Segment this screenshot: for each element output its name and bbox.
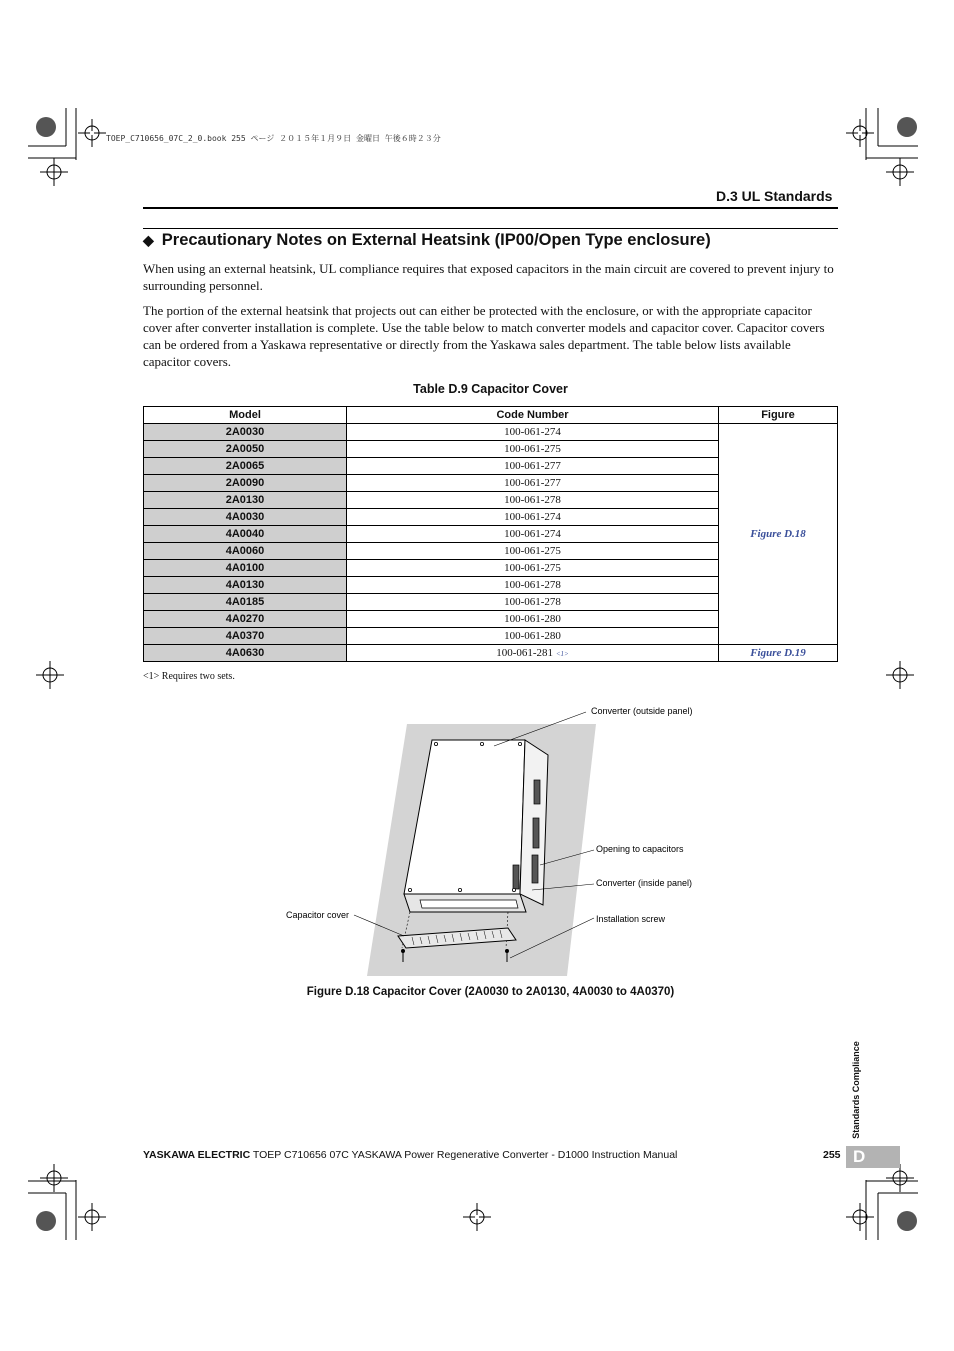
figure-link-d18[interactable]: Figure D.18 [719, 424, 838, 645]
code-cell: 100-061-280 [347, 611, 719, 628]
code-cell: 100-061-278 [347, 492, 719, 509]
model-cell: 4A0630 [144, 645, 347, 662]
page-footer [143, 1149, 677, 1161]
figure-link-d19[interactable]: Figure D.19 [719, 645, 838, 662]
heading-title: Precautionary Notes on External Heatsink (IP00/Open Type enclosure) [161, 231, 711, 249]
model-cell: 4A0060 [144, 543, 347, 560]
table-header-row [144, 407, 838, 424]
model-cell: 4A0100 [144, 560, 347, 577]
code-cell: 100-061-277 [347, 475, 719, 492]
code-cell: 100-061-274 [347, 509, 719, 526]
header-figure: Figure [719, 407, 838, 424]
code-cell: 100-061-275 [347, 441, 719, 458]
capacitor-opening [420, 900, 518, 908]
footnote-ref-link[interactable]: <1> [555, 650, 569, 658]
code-cell: 100-061-274 [347, 424, 719, 441]
table-caption: Table D.9 Capacitor Cover [413, 382, 568, 396]
print-metadata: TOEP_C710656_07C_2_0.book 255 ページ ２０１５年１月９日 金曜日 午後６時２３分 [106, 134, 441, 143]
capacitor-cover-illustration [270, 700, 720, 980]
heading-rule [143, 228, 838, 229]
model-cell: 4A0370 [144, 628, 347, 645]
table-footnote: <1> Requires two sets. [143, 671, 235, 682]
code-cell: 100-061-275 [347, 543, 719, 560]
model-cell: 4A0040 [144, 526, 347, 543]
capacitor-cover-table [143, 406, 838, 662]
label-outside-panel: Converter (outside panel) [591, 706, 693, 716]
table-row [144, 424, 838, 441]
code-cell: 100-061-275 [347, 560, 719, 577]
model-cell: 4A0130 [144, 577, 347, 594]
label-inside-panel: Converter (inside panel) [596, 878, 693, 888]
diamond-icon: ◆ [143, 232, 154, 248]
model-cell: 2A0030 [144, 424, 347, 441]
model-cell: 4A0270 [144, 611, 347, 628]
page-number: 255 [823, 1149, 841, 1161]
model-cell: 2A0050 [144, 441, 347, 458]
table-row [144, 645, 838, 662]
header-model: Model [144, 407, 347, 424]
model-cell: 4A0030 [144, 509, 347, 526]
model-cell: 2A0130 [144, 492, 347, 509]
code-cell: 100-061-280 [347, 628, 719, 645]
code-cell: 100-061-274 [347, 526, 719, 543]
header-code-number: Code Number [347, 407, 719, 424]
model-cell: 4A0185 [144, 594, 347, 611]
paragraph-1: When using an external heatsink, UL compliance requires that exposed capacitors in the main circuit are covered to prevent injury to surrounding personnel. [143, 261, 834, 293]
label-opening: Opening to capacitors [596, 844, 684, 854]
header-rule [143, 207, 838, 209]
label-installation-screw: Installation screw [596, 914, 666, 924]
side-chapter-label: Standards Compliance [851, 1041, 861, 1139]
footer-brand: YASKAWA ELECTRIC [143, 1149, 251, 1161]
chapter-tab-letter: D [853, 1147, 866, 1166]
code-cell: 100-061-278 [347, 594, 719, 611]
code-cell [347, 645, 719, 662]
code-cell: 100-061-277 [347, 458, 719, 475]
code-cell: 100-061-278 [347, 577, 719, 594]
model-cell: 2A0065 [144, 458, 347, 475]
page-heading [143, 231, 711, 250]
label-capacitor-cover: Capacitor cover [286, 910, 350, 920]
section-header: D.3 UL Standards [716, 188, 833, 204]
chapter-tab [846, 1146, 900, 1168]
paragraph-2: The portion of the external heatsink that projects out can either be protected with the enclosure, or with the appropriate capacitor cover after converter installation is complete. Use the table below to match converter models and capacitor cover. Capacitor covers can be ordered from a Yaskawa representative or directly from the Yaskawa sales department. The table below lists available capacitor covers. [143, 303, 825, 369]
figure-caption: Figure D.18 Capacitor Cover (2A0030 to 2A0130, 4A0030 to 4A0370) [306, 986, 675, 998]
footer-doc: TOEP C710656 07C YASKAWA Power Regenerative Converter - D1000 Instruction Manual [250, 1149, 678, 1161]
model-cell: 2A0090 [144, 475, 347, 492]
code-value: 100-061-281 [496, 647, 554, 659]
